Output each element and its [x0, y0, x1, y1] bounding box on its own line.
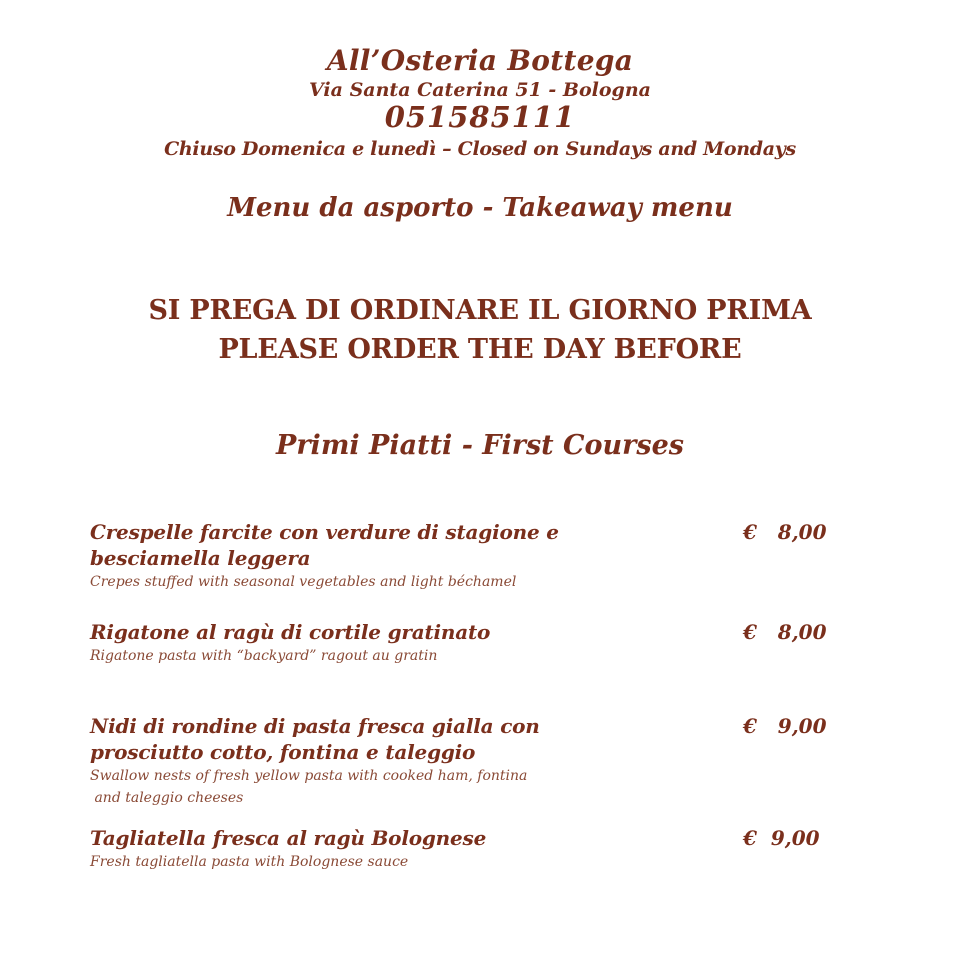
item-price: € 8,00	[743, 620, 827, 644]
item-name-continued: prosciutto cotto, fontina e taleggio	[90, 740, 476, 764]
item-name-continued: besciamella leggera	[90, 546, 311, 570]
item-name: Crespelle farcite con verdure di stagione e	[90, 520, 559, 544]
restaurant-phone: 051585111	[384, 100, 576, 134]
item-name: Tagliatella fresca al ragù Bolognese	[90, 826, 487, 850]
restaurant-name: All’Osteria Bottega	[326, 44, 634, 77]
menu-title: Menu da asporto - Takeaway menu	[227, 193, 733, 223]
item-price: € 8,00	[743, 520, 827, 544]
section-title: Primi Piatti - First Courses	[276, 430, 684, 461]
item-name: Nidi di rondine di pasta fresca gialla con	[90, 714, 540, 738]
item-description: Rigatone pasta with “backyard” ragout au gratin	[90, 648, 438, 664]
menu-item	[90, 825, 850, 873]
order-notice-italian: SI PREGA DI ORDINARE IL GIORNO PRIMA	[148, 295, 812, 326]
item-price: € 9,00	[743, 714, 827, 738]
item-description: Fresh tagliatella pasta with Bolognese sauce	[90, 854, 409, 870]
opening-hours: Chiuso Domenica e lunedì – Closed on Sundays and Mondays	[164, 138, 796, 160]
menu-item	[90, 619, 850, 667]
item-description: Crepes stuffed with seasonal vegetables and light béchamel	[90, 574, 517, 590]
order-notice-english: PLEASE ORDER THE DAY BEFORE	[218, 334, 742, 365]
item-name: Rigatone al ragù di cortile gratinato	[90, 620, 491, 644]
menu-item	[90, 519, 850, 593]
item-price: € 9,00	[743, 826, 820, 850]
item-description: Swallow nests of fresh yellow pasta with cooked ham, fontina	[90, 768, 528, 784]
item-description-continued: and taleggio cheeses	[90, 790, 244, 806]
restaurant-address: Via Santa Caterina 51 - Bologna	[309, 79, 651, 101]
menu-item	[90, 713, 850, 809]
